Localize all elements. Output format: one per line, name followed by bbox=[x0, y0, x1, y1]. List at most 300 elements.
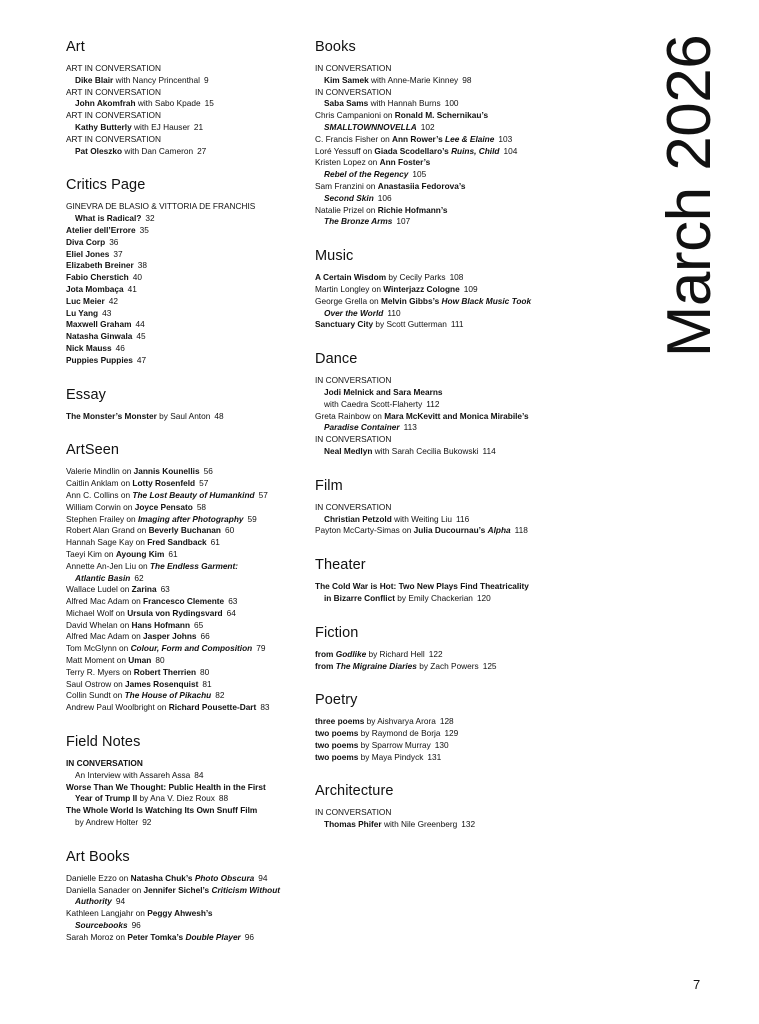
toc-entry[interactable] bbox=[66, 331, 301, 343]
entry-page-number: 47 bbox=[136, 354, 147, 365]
toc-entry[interactable] bbox=[66, 631, 301, 643]
toc-entry[interactable] bbox=[66, 319, 301, 331]
toc-entry[interactable] bbox=[66, 702, 301, 714]
section-poetry bbox=[315, 691, 560, 763]
entry-title: Diva Corp bbox=[66, 236, 106, 247]
entry-title: two poems bbox=[315, 739, 359, 750]
entry-title: Neal Medlyn bbox=[324, 445, 373, 456]
toc-entry[interactable] bbox=[66, 146, 301, 158]
entry-text: Payton McCarty-Simas on bbox=[315, 525, 414, 536]
entry-title: Natasha Chuk’s bbox=[130, 872, 195, 883]
entry-text: William Corwin on bbox=[66, 501, 135, 512]
entry-page-number: 43 bbox=[102, 307, 112, 318]
entry-text: IN CONVERSATION bbox=[315, 63, 392, 73]
entry-page-number: 38 bbox=[137, 260, 148, 271]
toc-entry[interactable] bbox=[66, 525, 301, 537]
toc-entry[interactable] bbox=[66, 770, 301, 782]
entry-page-number: 104 bbox=[503, 145, 518, 156]
entry-title: The Cold War is Hot: Two New Plays Find Theatricality bbox=[315, 581, 529, 592]
toc-entry[interactable] bbox=[315, 649, 560, 661]
toc-entry[interactable] bbox=[66, 75, 301, 87]
entry-page-number: 41 bbox=[127, 283, 137, 294]
entry-text: Danielle Ezzo on bbox=[66, 872, 131, 883]
entry-title: Richard Pousette-Dart bbox=[168, 702, 257, 713]
entry-text: Wallace Ludel on bbox=[66, 584, 132, 595]
entry-title: Natasha Ginwala bbox=[66, 331, 133, 342]
toc-entry[interactable] bbox=[315, 752, 560, 764]
toc-entry[interactable] bbox=[66, 87, 301, 99]
entry-text: by Raymond de Borja bbox=[358, 728, 441, 739]
entry-title: Francesco Clemente bbox=[143, 596, 225, 607]
entry-page-number: 63 bbox=[228, 596, 238, 607]
entry-text: Alfred Mac Adam on bbox=[66, 596, 144, 607]
toc-entry[interactable] bbox=[66, 885, 301, 897]
entry-title: Lee & Elaine bbox=[445, 133, 495, 144]
toc-entry[interactable] bbox=[315, 375, 560, 387]
entry-text: with EJ Hauser bbox=[131, 121, 190, 132]
entry-page-number: 65 bbox=[194, 619, 204, 630]
entry-text: by Emily Chackerian bbox=[395, 592, 473, 603]
section-books bbox=[315, 38, 560, 228]
entry-page-number: 62 bbox=[134, 572, 144, 583]
toc-entry[interactable] bbox=[315, 181, 560, 193]
entry-page-number: 57 bbox=[258, 489, 268, 500]
toc-entry[interactable] bbox=[66, 782, 301, 794]
entry-page-number: 32 bbox=[145, 213, 155, 224]
entry-title: What is Radical? bbox=[75, 213, 142, 224]
section-artseen bbox=[66, 441, 301, 714]
entry-title: The Bronze Arms bbox=[324, 216, 393, 227]
toc-entry[interactable] bbox=[315, 272, 560, 284]
entry-page-number: 128 bbox=[439, 716, 454, 727]
entry-title: Jota Mombaça bbox=[66, 283, 124, 294]
toc-entry[interactable] bbox=[66, 355, 301, 367]
entry-title: Ronald M. Schernikau’s bbox=[394, 110, 489, 121]
toc-entry[interactable] bbox=[315, 807, 560, 819]
entry-title: Anastasiia Fedorova’s bbox=[377, 180, 466, 191]
toc-entry[interactable] bbox=[315, 216, 560, 228]
toc-entry[interactable] bbox=[315, 593, 560, 605]
toc-entry[interactable] bbox=[66, 213, 301, 225]
entry-page-number: 107 bbox=[396, 216, 411, 227]
entry-page-number: 96 bbox=[244, 931, 255, 942]
entry-text: with Sabo Kpade bbox=[135, 98, 201, 109]
entry-title: Richie Hofmann’s bbox=[377, 204, 448, 215]
entry-title: Saba Sams bbox=[324, 98, 369, 109]
entry-page-number: 36 bbox=[109, 236, 119, 247]
entry-page-number: 80 bbox=[155, 655, 165, 666]
entry-text: ART IN CONVERSATION bbox=[66, 86, 161, 97]
section-field-notes bbox=[66, 733, 301, 829]
entry-page-number: 21 bbox=[193, 121, 204, 132]
entry-text: by Maya Pindyck bbox=[358, 751, 424, 762]
entry-text: by Sparrow Murray bbox=[358, 739, 431, 750]
entry-title: Imaging after Photography bbox=[137, 513, 244, 524]
toc-entry[interactable] bbox=[315, 387, 560, 399]
toc-entry[interactable] bbox=[66, 411, 301, 423]
entry-title: Kim Samek bbox=[324, 74, 369, 85]
entry-text: IN CONVERSATION bbox=[315, 86, 392, 97]
entry-page-number: 111 bbox=[450, 319, 464, 330]
toc-entry[interactable] bbox=[315, 502, 560, 514]
entry-page-number: 112 bbox=[426, 398, 440, 409]
section-fiction bbox=[315, 624, 560, 673]
entry-page-number: 9 bbox=[203, 74, 209, 85]
entry-page-number: 37 bbox=[113, 248, 123, 259]
entry-text: Tom McGlynn on bbox=[66, 643, 131, 654]
section-dance bbox=[315, 350, 560, 458]
toc-entry[interactable] bbox=[66, 122, 301, 134]
entry-page-number: 81 bbox=[202, 678, 212, 689]
entry-title: Pat Oleszko bbox=[75, 145, 123, 156]
entry-text: IN CONVERSATION bbox=[315, 501, 392, 512]
section-heading: Music bbox=[315, 248, 354, 265]
entry-page-number: 84 bbox=[194, 769, 204, 780]
entry-page-number: 103 bbox=[498, 133, 513, 144]
entry-page-number: 114 bbox=[482, 445, 496, 456]
section-heading: Film bbox=[315, 477, 343, 494]
entry-text: by Ana V. Diez Roux bbox=[137, 793, 215, 804]
entry-text: Caitlin Anklam on bbox=[66, 478, 133, 489]
entry-page-number: 66 bbox=[200, 631, 210, 642]
toc-entry[interactable] bbox=[66, 920, 301, 932]
entry-title: three poems bbox=[315, 716, 365, 727]
toc-entry[interactable] bbox=[315, 308, 560, 320]
toc-entry[interactable] bbox=[66, 478, 301, 490]
entry-text: by Aishvarya Arora bbox=[364, 716, 436, 727]
toc-entry[interactable] bbox=[66, 296, 301, 308]
toc-entry[interactable] bbox=[315, 193, 560, 205]
entry-title: Hans Hofmann bbox=[131, 619, 191, 630]
entry-page-number: 131 bbox=[427, 751, 442, 762]
entry-title: Beverly Buchanan bbox=[148, 525, 221, 536]
entry-title: Year of Trump II bbox=[75, 793, 138, 804]
entry-text: Ann C. Collins on bbox=[66, 489, 133, 500]
entry-title: Ruins, Child bbox=[451, 145, 500, 156]
entry-title: Dike Blair bbox=[75, 74, 114, 85]
entry-title: Nick Mauss bbox=[66, 342, 112, 353]
entry-page-number: 64 bbox=[226, 607, 236, 618]
toc-entry[interactable] bbox=[315, 146, 560, 158]
entry-title: Second Skin bbox=[324, 192, 374, 203]
toc-entry[interactable] bbox=[66, 249, 301, 261]
entry-text: Taeyi Kim on bbox=[66, 548, 116, 559]
section-heading: Theater bbox=[315, 557, 366, 574]
entry-title: Kathy Butterly bbox=[75, 121, 132, 132]
entry-title: The Endless Garment: bbox=[149, 560, 239, 571]
entry-title: Atelier dell’Errore bbox=[66, 224, 136, 235]
entry-text: with Dan Cameron bbox=[122, 145, 194, 156]
entry-title: Julia Ducournau’s bbox=[413, 525, 488, 536]
entry-title: Zarina bbox=[131, 584, 157, 595]
entry-page-number: 58 bbox=[196, 501, 207, 512]
toc-entry[interactable] bbox=[66, 667, 301, 679]
entry-title: Puppies Puppies bbox=[66, 354, 133, 365]
entry-title: Ursula von Rydingsvard bbox=[127, 607, 223, 618]
entry-page-number: 44 bbox=[135, 319, 145, 330]
entry-page-number: 96 bbox=[131, 920, 141, 931]
toc-entry[interactable] bbox=[66, 502, 301, 514]
toc-entry[interactable] bbox=[66, 805, 301, 817]
entry-page-number: 57 bbox=[199, 478, 209, 489]
toc-entry[interactable] bbox=[315, 581, 560, 593]
entry-text: Natalie Prizel on bbox=[315, 204, 378, 215]
toc-entry[interactable] bbox=[66, 817, 301, 829]
entry-page-number: 59 bbox=[247, 513, 257, 524]
toc-entry[interactable] bbox=[66, 873, 301, 885]
entry-title: two poems bbox=[315, 728, 359, 739]
entry-text: George Grella on bbox=[315, 295, 381, 306]
toc-entry[interactable] bbox=[66, 549, 301, 561]
entry-page-number: 82 bbox=[215, 690, 225, 701]
entry-text: C. Francis Fisher on bbox=[315, 133, 392, 144]
entry-title: How Black Music Took bbox=[441, 295, 532, 306]
entry-title: Ayoung Kim bbox=[115, 548, 165, 559]
entry-page-number: 48 bbox=[214, 410, 224, 421]
toc-entry[interactable] bbox=[66, 620, 301, 632]
entry-title: Sanctuary City bbox=[315, 319, 374, 330]
toc-entry[interactable] bbox=[66, 343, 301, 355]
entry-page-number: 63 bbox=[160, 584, 170, 595]
entry-title: John Akomfrah bbox=[75, 98, 136, 109]
entry-title: Ann Foster’s bbox=[379, 157, 431, 168]
toc-entry[interactable] bbox=[66, 561, 301, 573]
toc-entry[interactable] bbox=[66, 908, 301, 920]
entry-title: The Monster’s Monster bbox=[66, 410, 157, 421]
toc-entry[interactable] bbox=[315, 819, 560, 831]
entry-page-number: 108 bbox=[449, 272, 464, 283]
entry-title: Atlantic Basin bbox=[75, 572, 131, 583]
entry-text: Alfred Mac Adam on bbox=[66, 631, 144, 642]
entry-title: two poems bbox=[315, 751, 359, 762]
toc-entry[interactable] bbox=[66, 466, 301, 478]
entry-page-number: 61 bbox=[210, 537, 220, 548]
entry-page-number: 45 bbox=[136, 331, 146, 342]
toc-entry[interactable] bbox=[315, 98, 560, 110]
entry-text: Kathleen Langjahr on bbox=[66, 908, 148, 919]
toc-entry[interactable] bbox=[66, 896, 301, 908]
toc-entry[interactable] bbox=[66, 643, 301, 655]
toc-entry[interactable] bbox=[315, 284, 560, 296]
entry-title: Eliel Jones bbox=[66, 248, 110, 259]
entry-text: ART IN CONVERSATION bbox=[66, 63, 161, 73]
entry-title: Criticism Without bbox=[211, 884, 281, 895]
toc-entry[interactable] bbox=[66, 584, 301, 596]
toc-entry[interactable] bbox=[315, 514, 560, 526]
toc-entry[interactable] bbox=[315, 75, 560, 87]
toc-entry[interactable] bbox=[66, 237, 301, 249]
entry-title: The House of Pikachu bbox=[124, 690, 212, 701]
entry-text: by Scott Gutterman bbox=[373, 319, 447, 330]
toc-entry[interactable] bbox=[315, 87, 560, 99]
entry-title: Winterjazz Cologne bbox=[383, 283, 460, 294]
toc-entry[interactable] bbox=[66, 110, 301, 122]
entry-page-number: 110 bbox=[387, 307, 401, 318]
toc-entry[interactable] bbox=[66, 134, 301, 146]
entry-title: Peggy Ahwesh’s bbox=[147, 908, 213, 919]
entry-title: Thomas Phifer bbox=[324, 819, 382, 830]
toc-column-right bbox=[315, 38, 560, 850]
entry-title: IN CONVERSATION bbox=[66, 758, 143, 769]
section-heading: Critics Page bbox=[66, 177, 146, 194]
entry-title: Giada Scodellaro’s bbox=[374, 145, 452, 156]
entry-page-number: 92 bbox=[142, 817, 152, 828]
entry-page-number: 80 bbox=[200, 666, 210, 677]
entry-text: Sarah Moroz on bbox=[66, 931, 128, 942]
entry-title: Jasper Johns bbox=[143, 631, 197, 642]
toc-entry[interactable] bbox=[315, 740, 560, 752]
toc-entry[interactable] bbox=[66, 537, 301, 549]
toc-entry[interactable] bbox=[315, 134, 560, 146]
entry-text: ART IN CONVERSATION bbox=[66, 133, 161, 144]
entry-title: Luc Meier bbox=[66, 295, 105, 306]
entry-text: Loré Yessuff on bbox=[315, 145, 375, 156]
section-film bbox=[315, 477, 560, 537]
entry-title: Maxwell Graham bbox=[66, 319, 132, 330]
entry-page-number: 15 bbox=[204, 98, 214, 109]
entry-page-number: 132 bbox=[461, 819, 476, 830]
toc-entry[interactable] bbox=[315, 63, 560, 75]
toc-entry[interactable] bbox=[66, 284, 301, 296]
entry-text: with Nile Greenberg bbox=[381, 819, 458, 830]
entry-page-number: 105 bbox=[412, 169, 427, 180]
toc-entry[interactable] bbox=[315, 411, 560, 423]
toc-entry[interactable] bbox=[66, 272, 301, 284]
toc-entry[interactable] bbox=[315, 122, 560, 134]
toc-entry[interactable] bbox=[315, 205, 560, 217]
entry-text: ART IN CONVERSATION bbox=[66, 110, 161, 121]
entry-page-number: 46 bbox=[115, 342, 125, 353]
toc-entry[interactable] bbox=[66, 63, 301, 75]
entry-title: Fabio Cherstich bbox=[66, 272, 129, 283]
entry-page-number: 113 bbox=[403, 422, 417, 433]
entry-text: Chris Campanioni on bbox=[315, 110, 395, 121]
entry-page-number: 116 bbox=[456, 513, 470, 524]
section-art-books bbox=[66, 848, 301, 944]
entry-page-number: 60 bbox=[224, 525, 235, 536]
toc-entry[interactable] bbox=[66, 793, 301, 805]
toc-entry[interactable] bbox=[315, 110, 560, 122]
toc-entry[interactable] bbox=[315, 422, 560, 434]
toc-entry[interactable] bbox=[66, 308, 301, 320]
entry-title: Jodi Melnick and Sara Mearns bbox=[324, 386, 443, 397]
entry-title: Lotty Rosenfeld bbox=[132, 478, 196, 489]
section-heading: Poetry bbox=[315, 692, 358, 709]
entry-text: Greta Rainbow on bbox=[315, 410, 385, 421]
entry-title: Uman bbox=[128, 655, 152, 666]
entry-page-number: 106 bbox=[377, 192, 392, 203]
entry-title: Jannis Kounellis bbox=[133, 466, 200, 477]
toc-entry[interactable] bbox=[66, 573, 301, 585]
section-art bbox=[66, 38, 301, 157]
toc-entry[interactable] bbox=[66, 260, 301, 272]
toc-entry[interactable] bbox=[315, 525, 560, 537]
entry-title: Over the World bbox=[324, 307, 384, 318]
section-heading: Art Books bbox=[66, 848, 130, 865]
toc-entry[interactable] bbox=[66, 201, 301, 213]
entry-title: Lu Yang bbox=[66, 307, 99, 318]
entry-title: Elizabeth Breiner bbox=[66, 260, 134, 271]
entry-page-number: 61 bbox=[168, 548, 178, 559]
entry-text: David Whelan on bbox=[66, 619, 132, 630]
toc-entry[interactable] bbox=[66, 596, 301, 608]
entry-text: Sam Franzini on bbox=[315, 180, 378, 191]
entry-title: Alpha bbox=[487, 525, 511, 536]
toc-entry[interactable] bbox=[315, 296, 560, 308]
entry-page-number: 94 bbox=[115, 896, 126, 907]
section-heading: Architecture bbox=[315, 783, 394, 800]
section-heading: Fiction bbox=[315, 624, 359, 641]
toc-entry[interactable] bbox=[315, 661, 560, 673]
section-heading: ArtSeen bbox=[66, 442, 120, 459]
toc-entry[interactable] bbox=[66, 98, 301, 110]
entry-page-number: 40 bbox=[132, 272, 142, 283]
toc-entry[interactable] bbox=[315, 728, 560, 740]
entry-page-number: 125 bbox=[482, 660, 497, 671]
toc-entry[interactable] bbox=[315, 157, 560, 169]
toc-entry[interactable] bbox=[315, 399, 560, 411]
entry-text: Matt Moment on bbox=[66, 655, 129, 666]
entry-page-number: 83 bbox=[260, 702, 270, 713]
toc-entry[interactable] bbox=[66, 932, 301, 944]
entry-text: Martin Longley on bbox=[315, 283, 384, 294]
section-heading: Books bbox=[315, 39, 356, 55]
entry-title: Melvin Gibbs’s bbox=[380, 295, 442, 306]
entry-text: Michael Wolf on bbox=[66, 607, 128, 618]
toc-entry[interactable] bbox=[315, 716, 560, 728]
entry-page-number: 42 bbox=[108, 295, 118, 306]
toc-entry[interactable] bbox=[66, 225, 301, 237]
toc-entry[interactable] bbox=[66, 608, 301, 620]
entry-title: Peter Tomka’s bbox=[127, 931, 186, 942]
section-heading: Field Notes bbox=[66, 734, 141, 751]
entry-text: Saul Ostrow on bbox=[66, 678, 126, 689]
entry-text: GINEVRA DE BLASIO & VITTORIA DE FRANCHIS bbox=[66, 201, 256, 212]
entry-text: IN CONVERSATION bbox=[315, 434, 392, 445]
toc-entry[interactable] bbox=[315, 434, 560, 446]
entry-title: Photo Obscura bbox=[194, 872, 255, 883]
toc-entry[interactable] bbox=[66, 655, 301, 667]
toc-entry[interactable] bbox=[66, 679, 301, 691]
entry-title: Ann Rower’s bbox=[392, 133, 446, 144]
issue-masthead bbox=[655, 34, 725, 358]
entry-text: IN CONVERSATION bbox=[315, 807, 392, 818]
toc-entry[interactable] bbox=[66, 758, 301, 770]
entry-title: Jennifer Sichel’s bbox=[143, 884, 212, 895]
toc-entry[interactable] bbox=[315, 319, 560, 331]
entry-title: Double Player bbox=[185, 931, 241, 942]
entry-title: in Bizarre Conflict bbox=[324, 592, 395, 603]
entry-text: by Zach Powers bbox=[416, 660, 479, 671]
entry-page-number: 130 bbox=[434, 739, 449, 750]
issue-date: March 2026 bbox=[655, 34, 725, 358]
toc-entry[interactable] bbox=[315, 446, 560, 458]
entry-page-number: 102 bbox=[420, 121, 435, 132]
entry-text: with Hannah Burns bbox=[368, 98, 441, 109]
toc-entry[interactable] bbox=[66, 490, 301, 502]
entry-text: Daniella Sanader on bbox=[66, 884, 144, 895]
toc-entry[interactable] bbox=[66, 514, 301, 526]
entry-text: Terry R. Myers on bbox=[66, 666, 134, 677]
section-critics-page bbox=[66, 176, 301, 366]
entry-text: with Sarah Cecilia Bukowski bbox=[372, 445, 479, 456]
toc-entry[interactable] bbox=[66, 690, 301, 702]
entry-title: James Rosenquist bbox=[125, 678, 199, 689]
toc-entry[interactable] bbox=[315, 169, 560, 181]
entry-page-number: 88 bbox=[218, 793, 229, 804]
entry-title: SMALLTOWNNOVELLA bbox=[324, 121, 417, 132]
section-music bbox=[315, 247, 560, 331]
